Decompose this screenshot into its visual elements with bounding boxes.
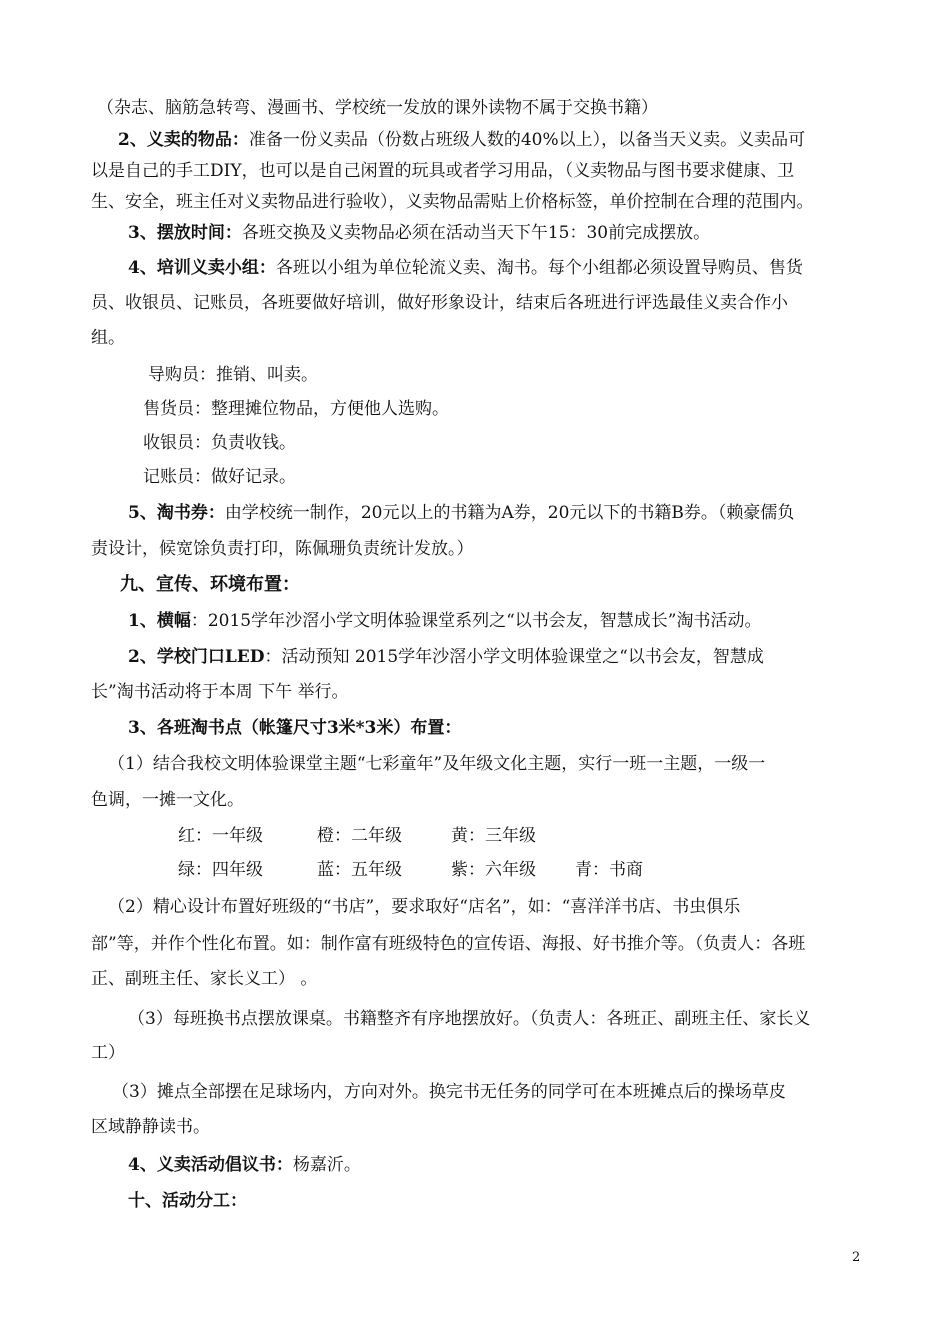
item-5-line-2: 责设计，候宽馀负责打印，陈佩珊负责统计发放。） [91, 539, 474, 559]
color-cyan: 青：书商 [575, 860, 643, 880]
s9-1-text: ：2015学年沙滘小学文明体验课堂系列之“以书会友，智慧成长”淘书活动。 [190, 611, 762, 631]
s9-3-1-line-1: （1）结合我校文明体验课堂主题“七彩童年”及年级文化主题，实行一班一主题，一级一 [108, 754, 766, 774]
role-seller: 售货员：整理摊位物品，方便他人选购。 [143, 399, 449, 419]
section-9-heading: 九、宣传、环境布置： [120, 574, 300, 595]
section-10-heading: 十、活动分工： [128, 1191, 247, 1211]
s9-3-2-line-1: （2）精心设计布置好班级的“书店”，要求取好“店名”，如：“喜洋洋书店、书虫俱乐 [108, 897, 741, 917]
color-yellow: 黄：三年级 [451, 826, 536, 846]
s9-3-4-line-2: 区域静静读书。 [91, 1117, 210, 1137]
s9-1-line [128, 609, 762, 633]
color-green: 绿：四年级 [178, 860, 263, 880]
s9-3-3-line-2: 工） [91, 1043, 125, 1063]
note-top: （杂志、脑筋急转弯、漫画书、学校统一发放的课外读物不属于交换书籍） [97, 98, 658, 118]
item-4-text-1: 各班以小组为单位轮流义卖、淘书。每个小组都必须设置导购员、售货 [275, 258, 803, 278]
item-2-heading: 2、义卖的物品： [118, 130, 249, 150]
item-5-text-1: 由学校统一制作，20元以上的书籍为A券，20元以下的书籍B券。（赖豪儒负 [224, 503, 795, 523]
s9-1-heading: 1、横幅 [128, 611, 191, 631]
s9-3-2-line-3: 正、副班主任、家长义工） 。 [91, 969, 318, 989]
item-4-line-1 [128, 256, 803, 280]
item-5-line-1 [128, 501, 794, 525]
color-red: 红：一年级 [178, 826, 263, 846]
s9-3-1-line-2: 色调，一摊一文化。 [91, 790, 244, 810]
item-4-heading: 4、培训义卖小组： [128, 258, 276, 278]
color-purple: 紫：六年级 [451, 860, 536, 880]
item-4-line-3: 组。 [91, 328, 125, 348]
item-3-text: 各班交换及义卖物品必须在活动当天下午15：30前完成摆放。 [241, 223, 711, 243]
role-bookkeeper: 记账员：做好记录。 [143, 467, 296, 487]
s9-3-3-line-1: （3）每班换书点摆放课桌。书籍整齐有序地摆放好。（负责人：各班正、副班主任、家长义 [128, 1009, 811, 1029]
role-cashier: 收银员：负责收钱。 [143, 433, 296, 453]
s9-3-4-line-1: （3）摊点全部摆在足球场内，方向对外。换完书无任务的同学可在本班摊点后的操场草皮 [112, 1082, 786, 1102]
s9-3-heading: 3、各班淘书点（帐篷尺寸3米*3米）布置： [128, 718, 462, 738]
item-2-line-1 [118, 128, 805, 152]
s9-2-line-2: 长”淘书活动将于本周 下午 举行。 [91, 682, 349, 702]
item-3-line [128, 221, 710, 245]
role-guide: 导购员：推销、叫卖。 [148, 365, 318, 385]
s9-3-2-line-2: 部”等，并作个性化布置。如：制作富有班级特色的宣传语、海报、好书推介等。（负责人：各班 [91, 934, 806, 954]
item-2-line-3: 生、安全，班主任对义卖物品进行验收），义卖物品需贴上价格标签，单价控制在合理的范围内。 [91, 192, 814, 212]
s9-2-text-1: ：活动预知 2015学年沙滘小学文明体验课堂之“以书会友，智慧成 [264, 647, 764, 667]
item-5-heading: 5、淘书券： [128, 503, 225, 523]
s9-4-heading: 4、义卖活动倡议书： [128, 1155, 293, 1175]
item-2-text-1: 准备一份义卖品（份数占班级人数的40%以上），以备当天义卖。义卖品可 [248, 130, 806, 150]
s9-2-line-1 [128, 645, 764, 669]
s9-2-heading: 2、学校门口LED [128, 647, 265, 667]
item-3-heading: 3、摆放时间： [128, 223, 242, 243]
page-number: 2 [852, 1250, 861, 1265]
item-4-line-2: 员、收银员、记账员，各班要做好培训，做好形象设计，结束后各班进行评选最佳义卖合作小 [91, 293, 788, 313]
color-blue: 蓝：五年级 [317, 860, 402, 880]
item-2-line-2: 以是自己的手工DIY，也可以是自己闲置的玩具或者学习用品，（义卖物品与图书要求健康、卫 [91, 161, 795, 181]
color-orange: 橙：二年级 [317, 826, 402, 846]
s9-4-line [128, 1153, 361, 1177]
s9-4-text: 杨嘉沂。 [292, 1155, 361, 1175]
